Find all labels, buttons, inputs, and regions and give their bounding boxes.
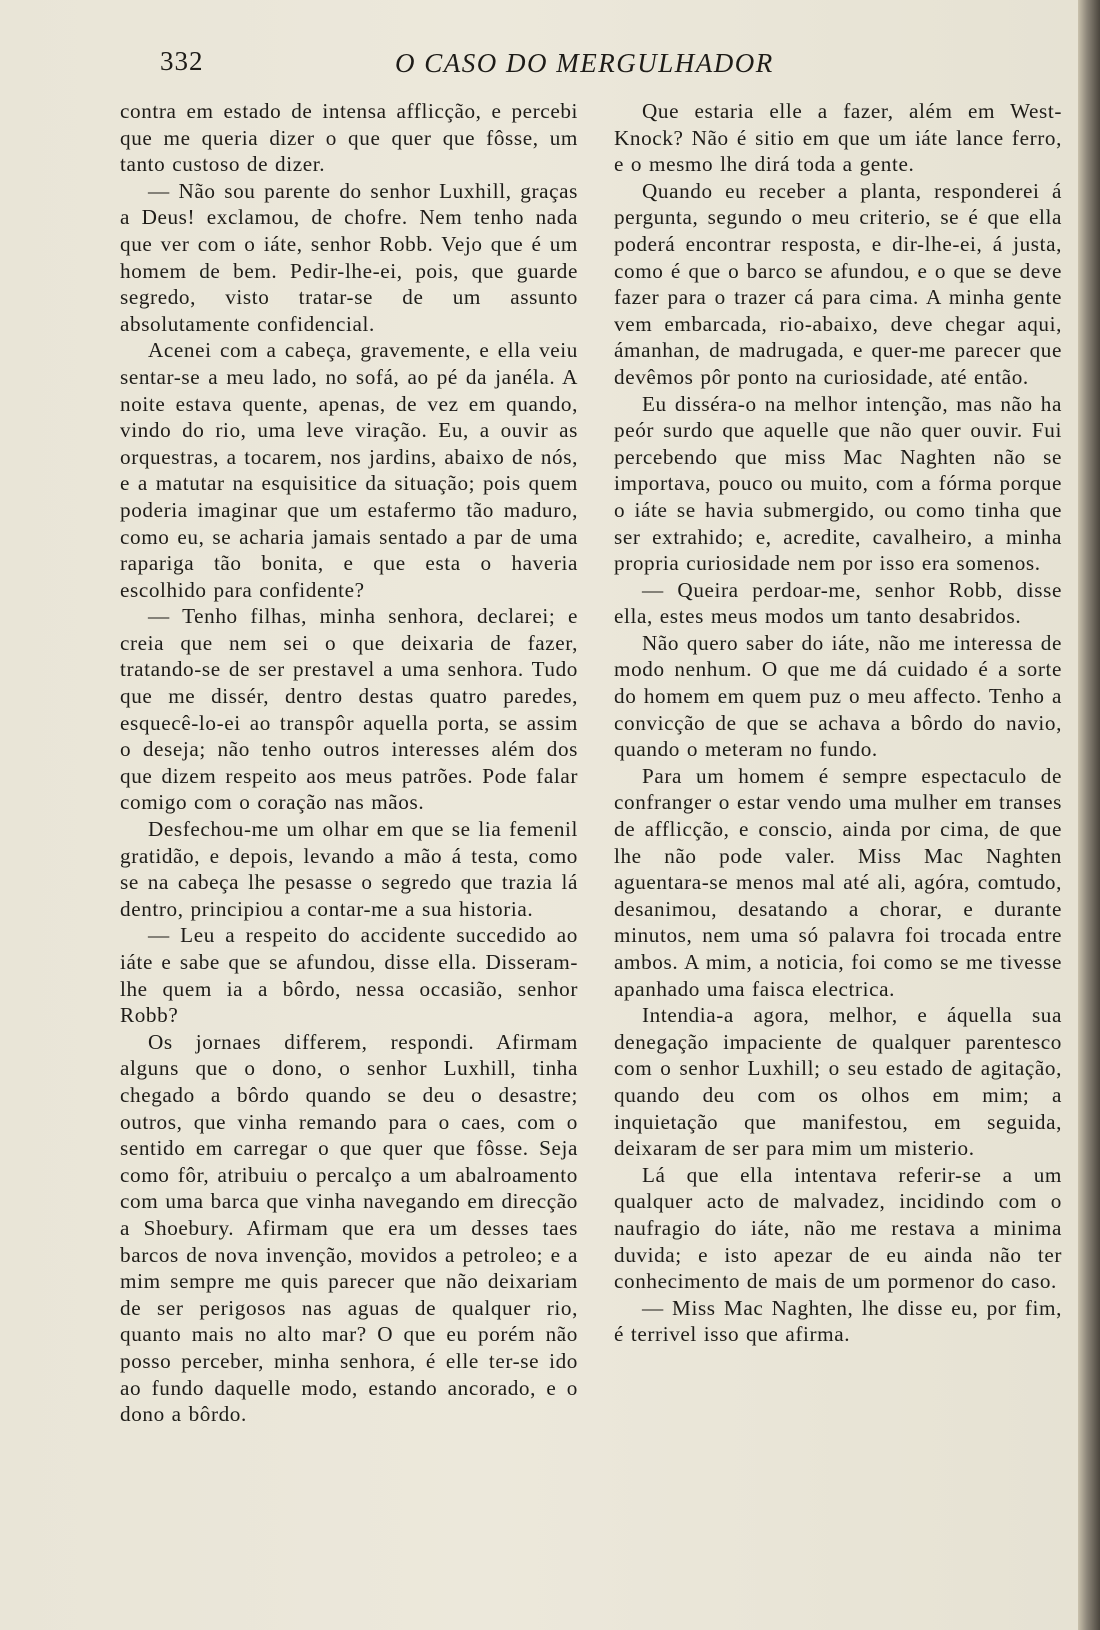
paragraph: — Não sou parente do senhor Luxhill, graças a Deus! exclamou, de chofre. Nem tenho nada que ver com o iáte, senhor Robb. Vejo que é um homem de bem. Pedir-lhe-ei, pois, que guarde segredo, visto tratar-se de um assunto absolutamente confidencial. [120,178,578,336]
running-title: O CASO DO MERGULHADOR [395,48,774,78]
paragraph: Os jornaes differem, respondi. Afirmam alguns que o dono, o senhor Luxhill, tinha chegado a bôrdo quando se deu o desastre; outros, que vinha remando para o caes, com o sentido em carregar o que quer que fôsse. Seja como fôr, atribuiu o percalço a um abalroamento com uma barca que vinha navegando em direcção a Shoebury. Afirmam que era um desses taes barcos de nova invenção, movidos a petroleo; e a mim sempre me quis parecer que não deixariam de ser perigosos nas aguas de qualquer rio, quanto mais no alto mar? O que eu porém não posso perceber, minha senhora, é elle ter-se ido ao fundo daquelle modo, estando ancorado, e o dono a bôrdo. [120,1029,578,1427]
paragraph: — Miss Mac Naghten, lhe disse eu, por fim, é terrivel isso que afirma. [614,1295,1062,1347]
paragraph: — Queira perdoar-me, senhor Robb, disse ella, estes meus modos um tanto desabridos. [614,577,1062,629]
paragraph: Quando eu receber a planta, responderei á pergunta, segundo o meu criterio, se é que ella poderá encontrar resposta, e dir-lhe-ei, á justa, como é que o barco se afundou, e o que se deve fazer para o trazer cá para cima. A minha gente vem embarcada, rio-abaixo, deve chegar aqui, ámanhan, de madrugada, e quer-me parecer que devêmos pôr ponto na curiosidade, até então. [614,178,1062,389]
paragraph: — Tenho filhas, minha senhora, declarei; e creia que nem sei o que deixaria de fazer, tratando-se de ser prestavel a uma senhora. Tudo que me dissér, dentro destas quatro paredes, esquecê-lo-ei ao transpôr aquella porta, se assim o deseja; não tenho outros interesses além dos que dizem respeito aos meus patrões. Pode falar comigo com o coração nas mãos. [120,604,578,815]
paragraph: Intendia-a agora, melhor, e áquella sua denegação impaciente de qualquer parentesco com o senhor Luxhill; o seu estado de agitação, quando deu com os olhos em mim; a inquietação que manifestou, em seguida, deixaram de ser para mim um misterio. [614,1003,1062,1161]
paragraph: contra em estado de intensa afflicção, e percebi que me queria dizer o que quer que fôsse, um tanto custoso de dizer. [120,99,578,177]
paragraph: Acenei com a cabeça, gravemente, e ella veiu sentar-se a meu lado, no sofá, ao pé da janéla. A noite estava quente, apenas, de vez em quando, vindo do rio, uma leve viração. Eu, a ouvir as orquestras, a tocarem, nos jardins, abaixo de nós, e a matutar na esquisitice da situação; pois quem poderia imaginar que um estafermo tão maduro, como eu, se acharia jamais sentado a par de uma rapariga tão bonita, e que esta o haveria escolhido para confidente? [120,338,578,602]
paragraph: Eu disséra-o na melhor intenção, mas não ha peór surdo que aquelle que não quer ouvir. Fui percebendo que miss Mac Naghten não se importava, pouco ou muito, com a fórma porque o iáte se havia submergido, ou como tinha que ser extrahido; e, acredite, cavalheiro, a minha propria curiosidade nem por isso era somenos. [614,391,1062,576]
paragraph: Não quero saber do iáte, não me interessa de modo nenhum. O que me dá cuidado é a sorte do homem em quem puz o meu affecto. Tenho a convicção de que se achava a bôrdo do navio, quando o meteram no fundo. [614,630,1062,762]
paragraph: Lá que ella intentava referir-se a um qualquer acto de malvadez, incidindo com o naufragio do iáte, não me restava a minima duvida; e isto apezar de eu ainda não ter conhecimento de mais de um pormenor do caso. [614,1162,1062,1294]
paragraph: Desfechou-me um olhar em que se lia femenil gratidão, e depois, levando a mão á testa, como se na cabeça lhe pesasse o segredo que trazia lá dentro, principiou a contar-me a sua historia. [120,817,578,921]
page-number: 332 [160,46,204,76]
paragraph: — Leu a respeito do accidente succedido ao iáte e sabe que se afundou, disse ella. Disseram-lhe quem ia a bôrdo, nessa occasião, senhor Robb? [120,923,578,1028]
right-column [614,98,1062,1348]
page-binding-edge [1078,0,1100,1630]
paragraph: Que estaria elle a fazer, além em West-Knock? Não é sitio em que um iáte lance ferro, e o mesmo lhe dirá toda a gente. [614,99,1062,177]
page-header [0,42,1080,82]
paragraph: Para um homem é sempre espectaculo de confranger o estar vendo uma mulher em transes de afflicção, e conscio, ainda por cima, de que lhe não pode valer. Miss Mac Naghten aguentara-se menos mal até ali, agóra, comtudo, desanimou, desatando a chorar, e durante minutos, nem uma só palavra foi trocada entre ambos. A mim, a noticia, foi como se me tivesse apanhado uma faisca electrica. [614,763,1062,1001]
left-column [120,98,578,1428]
